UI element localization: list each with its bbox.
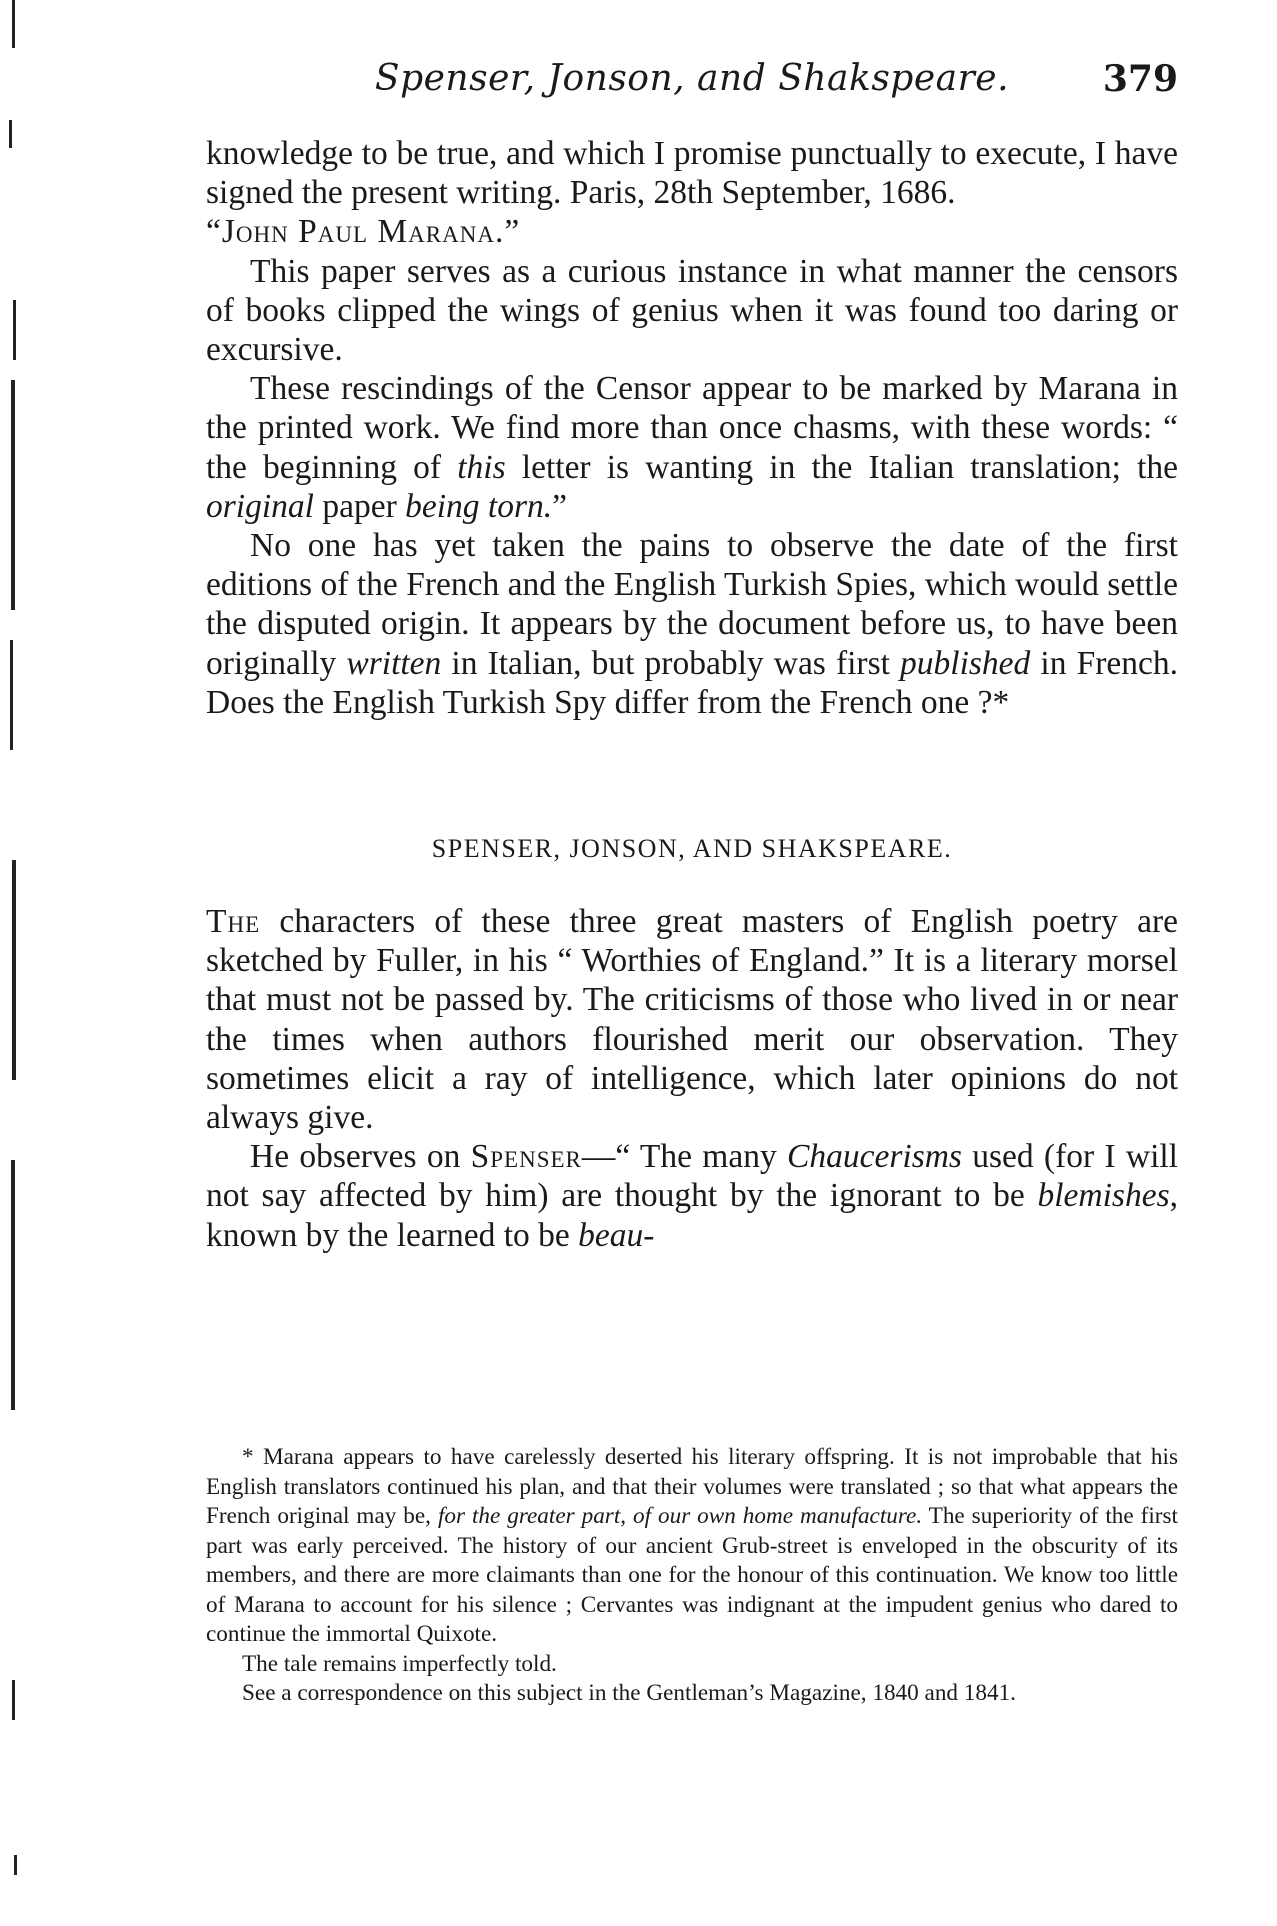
signature-text: “John Paul Marana.” bbox=[206, 213, 521, 251]
page-number: 379 bbox=[1102, 58, 1178, 100]
paragraph-turkish-spy: No one has yet taken the pains to observe the date of the first editions of the French and the English Turkish Spies, which would settle the disputed origin. It appears by the document before us, to have been originally written in Italian, but probably was first published in French. Does the English Turkish Spy differ from the French one ?* bbox=[206, 527, 1178, 721]
footnote-marana: * Marana appears to have carelessly deserted his literary offspring. It is not improbable that his English translators continued his plan, and that their volumes were translated ; so that what appears the French original may be, for the greater part, of our own home manufacture. The superiority of the first part was early perceived. The history of our ancient Grub-street is enveloped in the obscurity of its members, and there are more claimants than one for the honour of this continuation. We know too little of Marana to account for his silence ; Cervantes was indignant at the impudent genius who dared to continue the immortal Quixote. bbox=[206, 1444, 1178, 1647]
footnotes bbox=[206, 1443, 1178, 1709]
paragraph-spenser: He observes on Spenser—“ The many Chaucerisms used (for I will not say affected by him) are thought by the ignorant to be blemishes, known by the learned to be beau- bbox=[206, 1138, 1178, 1254]
running-title: Spenser, Jonson, and Shakspeare. bbox=[374, 58, 1010, 99]
page-edge-marks bbox=[0, 0, 40, 1926]
paragraph-fuller: The characters of these three great masters of English poetry are sketched by Fuller, in his “ Worthies of England.” It is a literary morsel that must not be passed by. The criticisms of those who lived in or near the times when authors flourished merit our observation. They sometimes elicit a ray of intelligence, which later opinions do not always give. bbox=[206, 903, 1178, 1137]
footnote-tale: The tale remains imperfectly told. bbox=[242, 1650, 557, 1677]
paragraph-rescindings: These rescindings of the Censor appear to be marked by Marana in the printed work. We find more than once chasms, with these words: “ the beginning of this letter is wanting in the Italian translation; the original paper being torn.” bbox=[206, 370, 1178, 525]
page-header bbox=[206, 58, 1178, 108]
section-heading: SPENSER, JONSON, AND SHAKSPEARE. bbox=[431, 834, 953, 864]
paragraph-censors: This paper serves as a curious instance in what manner the censors of books clipped the wings of genius when it was found too daring or excursive. bbox=[206, 252, 1178, 369]
main-text bbox=[206, 134, 1178, 1255]
signature bbox=[206, 212, 1178, 251]
lead-word: The bbox=[206, 903, 261, 941]
paragraph-letter-end: knowledge to be true, and which I promise punctually to execute, I have signed the present writing. Paris, 28th September, 1686. bbox=[206, 135, 1178, 212]
footnote-correspondence: See a correspondence on this subject in the Gentleman’s Magazine, 1840 and 1841. bbox=[242, 1680, 1016, 1706]
